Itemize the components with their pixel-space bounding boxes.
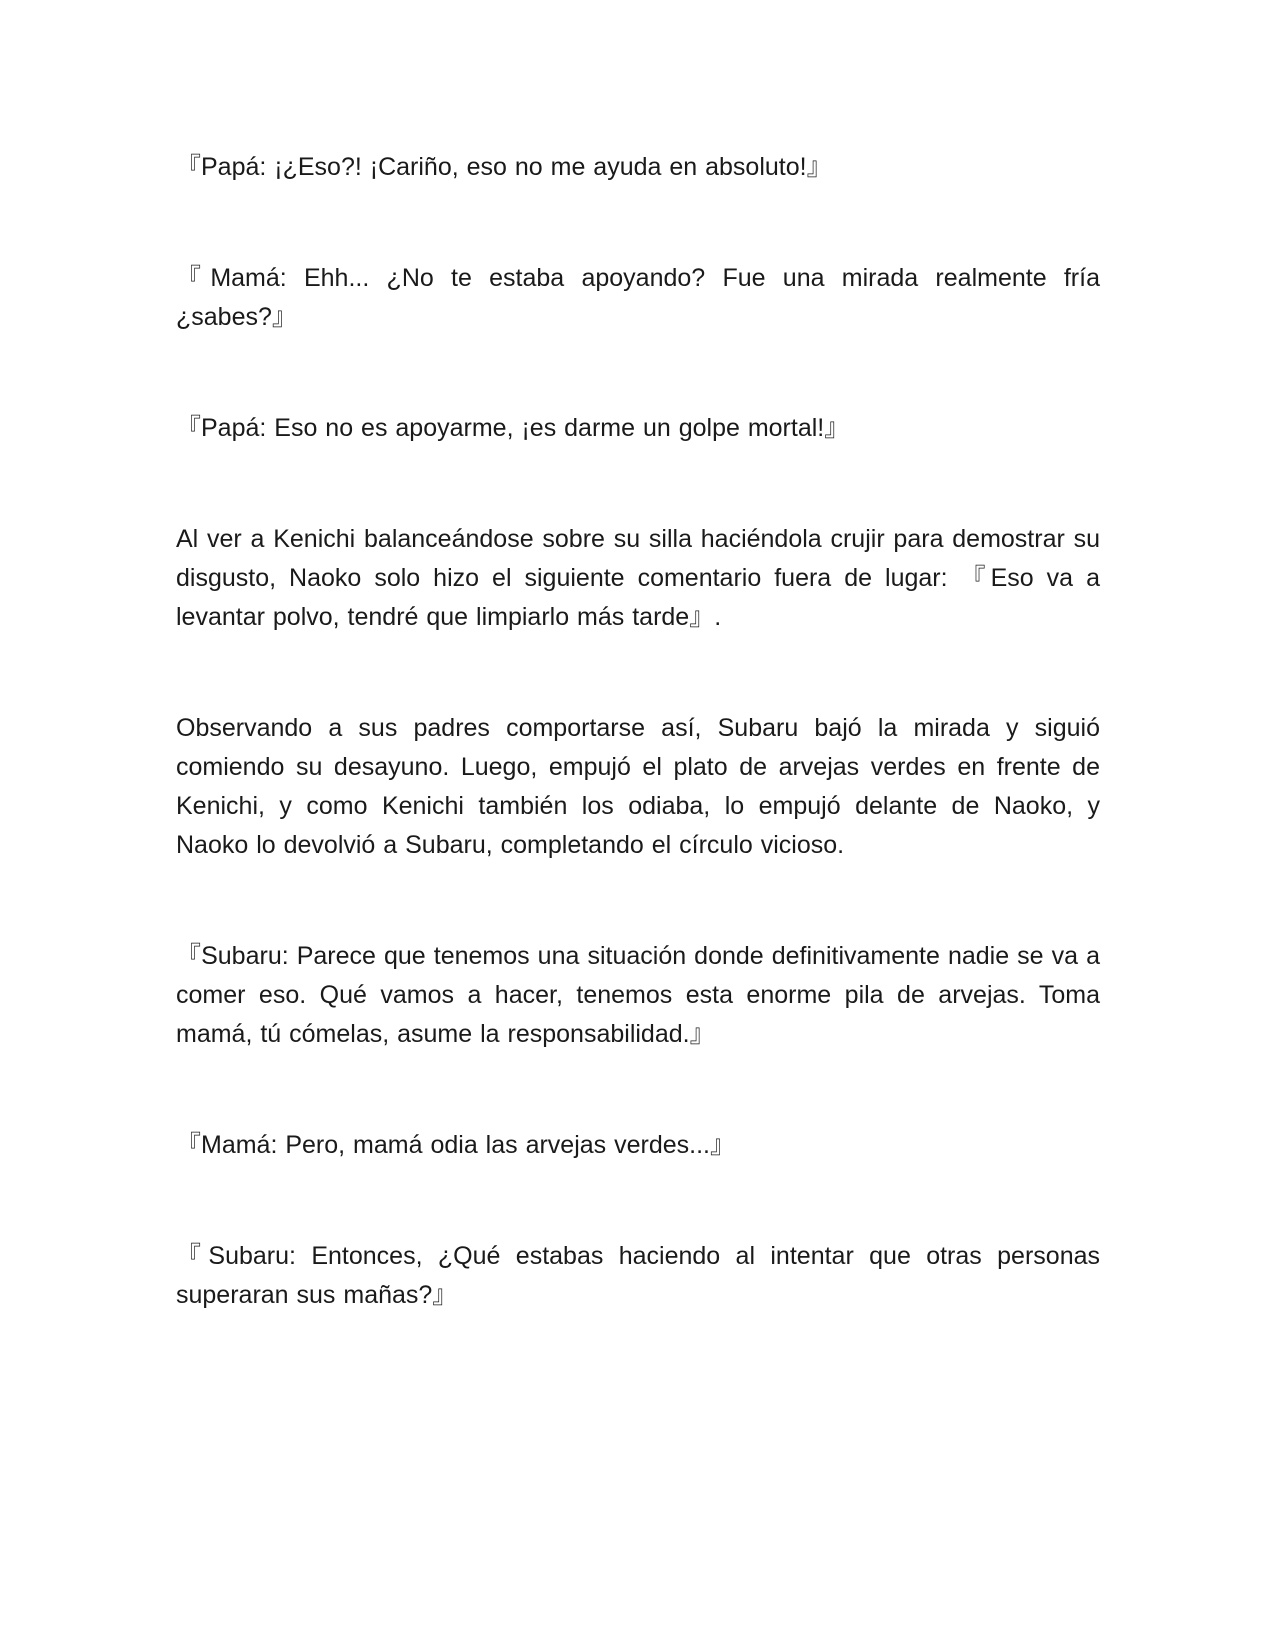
narration-green-peas: Observando a sus padres comportarse así, Subaru bajó la mirada y siguió comiendo su desayuno. Luego, empujó el plato de arvejas verdes en frente de Kenichi, y como Kenichi también los odiaba, lo empujó delante de Naoko, y Naoko lo devolvió a Subaru, completando el círculo vicioso.: [176, 714, 1100, 859]
narration-kenichi-chair: Al ver a Kenichi balanceándose sobre su silla haciéndola crujir para demostrar su disgusto, Naoko solo hizo el siguiente comentario fuera de lugar: 『Eso va a levantar polvo, tendré que limpiarlo más tarde』.: [176, 525, 1100, 631]
dialogue-mama-2: 『Mamá: Pero, mamá odia las arvejas verdes...』: [176, 1131, 735, 1159]
document-body: [176, 148, 1100, 1315]
dialogue-papa-1: 『Papá: ¡¿Eso?! ¡Cariño, eso no me ayuda en absoluto!』: [176, 153, 832, 181]
dialogue-subaru-1: 『Subaru: Parece que tenemos una situación donde definitivamente nadie se va a comer eso. Qué vamos a hacer, tenemos esta enorme pila de arvejas. Toma mamá, tú cómelas, asume la responsabilidad.』: [176, 942, 1100, 1048]
dialogue-papa-2: 『Papá: Eso no es apoyarme, ¡es darme un golpe mortal!』: [176, 414, 850, 442]
dialogue-subaru-2: 『Subaru: Entonces, ¿Qué estabas haciendo al intentar que otras personas superaran sus mañas?』: [176, 1242, 1100, 1309]
dialogue-mama-1: 『Mamá: Ehh... ¿No te estaba apoyando? Fue una mirada realmente fría ¿sabes?』: [176, 264, 1100, 331]
